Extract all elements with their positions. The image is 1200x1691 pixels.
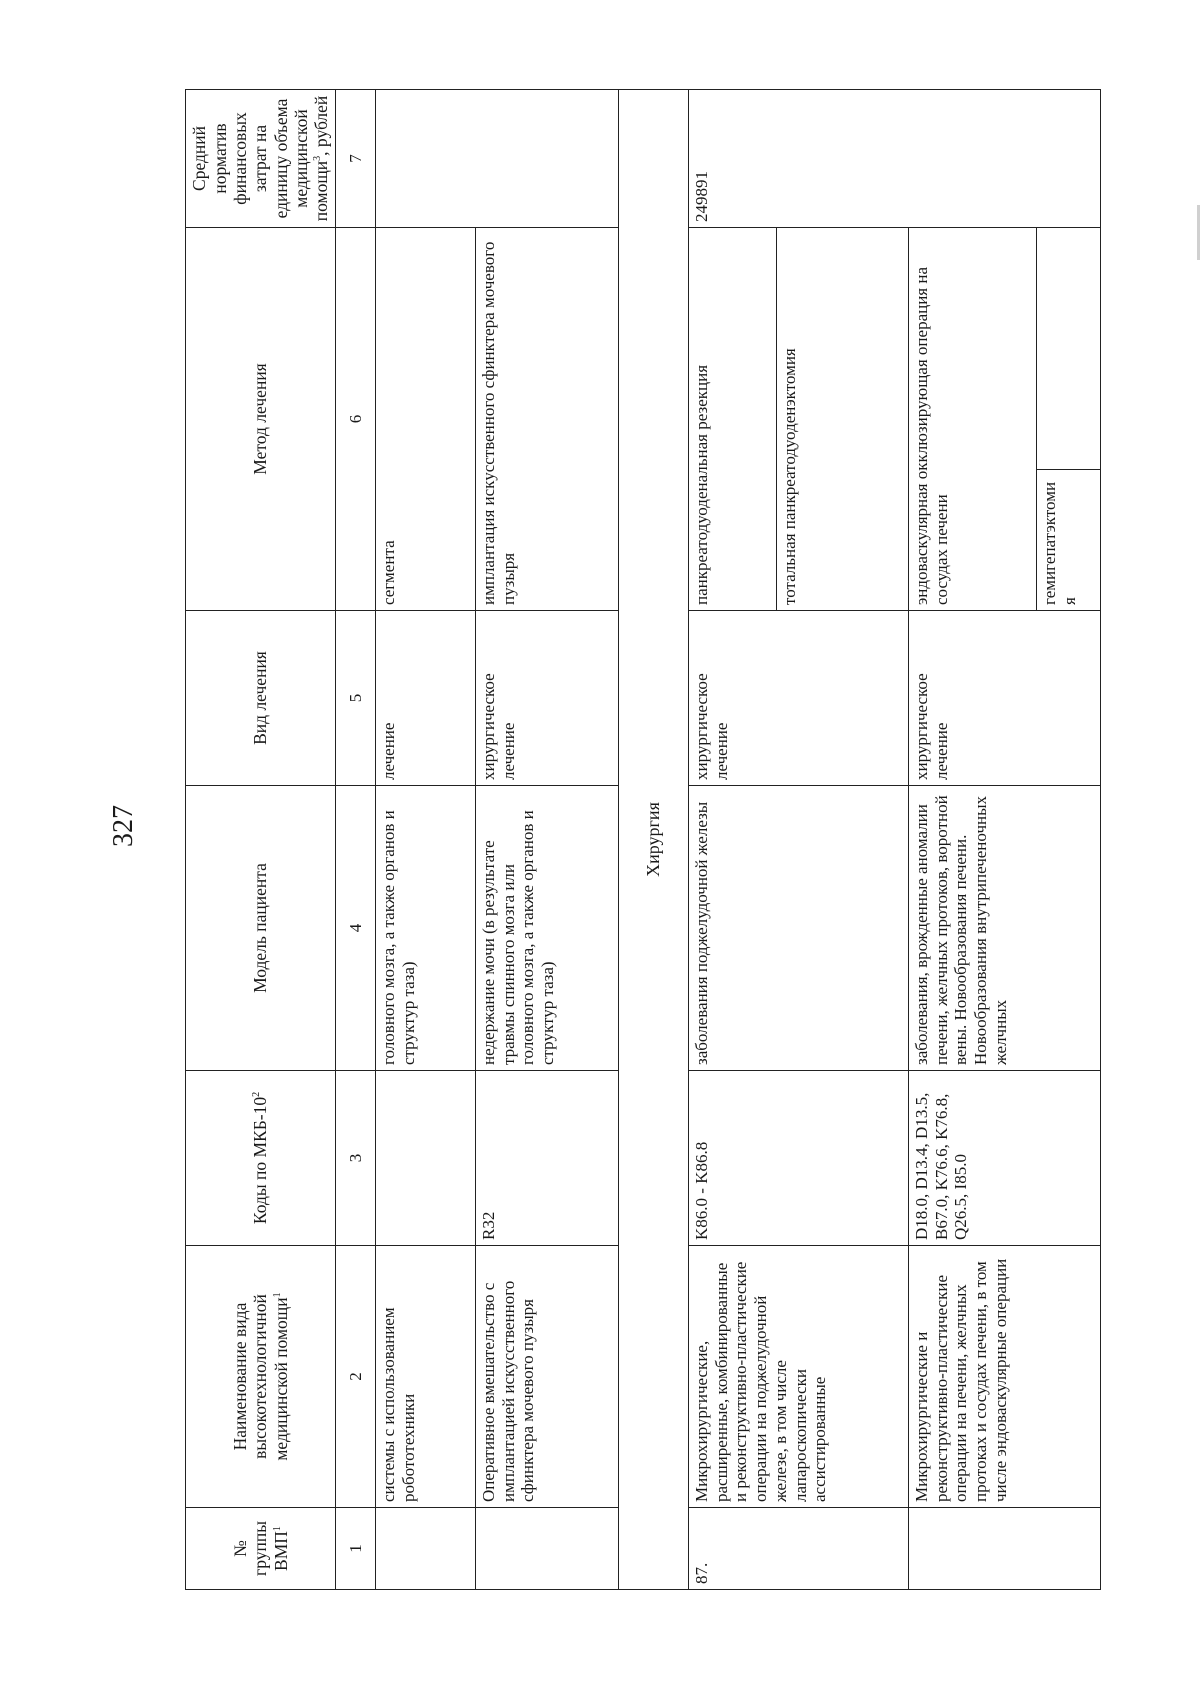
patient-model-cell: заболевания, врожденные аномалии печени, желчных протоков, воротной вены. Новообразования печени. Новообразования внутрипеченочных желчных xyxy=(909,786,1101,1071)
header-cost: Средний норматив финансовых затрат на единицу объема медицинской помощи$^3$, рублей xyxy=(186,89,336,227)
section-title: Хирургия xyxy=(619,89,689,1589)
icd-code-cell: D18.0, D13.4, D13.5, B67.0, K76.6, K76.8, Q26.5, I85.0 xyxy=(909,1071,1101,1246)
header-treatment-type: Вид лечения xyxy=(186,611,336,786)
rotated-document xyxy=(185,90,1100,1590)
column-number: 6 xyxy=(336,227,376,610)
treatment-method-cell: сегмента xyxy=(376,227,476,610)
column-number: 5 xyxy=(336,611,376,786)
treatment-type-cell: лечение xyxy=(376,611,476,786)
group-number-cell xyxy=(909,1508,1101,1590)
treatment-type-cell: хирургическое лечение xyxy=(909,611,1101,786)
column-number: 2 xyxy=(336,1246,376,1508)
icd-code-cell xyxy=(376,1071,476,1246)
icd-code-cell: R32 xyxy=(476,1071,619,1246)
treatment-type-cell: хирургическое лечение xyxy=(689,611,909,786)
column-number-row xyxy=(336,89,376,1589)
treatment-type-cell: хирургическое лечение xyxy=(476,611,619,786)
table-row xyxy=(476,89,619,1589)
treatment-method-cell: тотальная панкреатодуоденэктомия xyxy=(777,227,909,610)
page-number: 327 xyxy=(108,805,139,847)
treatment-method-cell: гемигепатэктомия xyxy=(1037,470,1101,611)
header-icd-codes: Коды по МКБ-$10^2$ xyxy=(186,1071,336,1246)
patient-model-cell: недержание мочи (в результате травмы спинного мозга или головного мозга, а также органов и структур таза) xyxy=(476,786,619,1071)
cost-cell: 249891 xyxy=(689,89,1101,227)
group-number-cell xyxy=(376,1508,476,1590)
icd-code-cell: K86.0 - K86.8 xyxy=(689,1071,909,1246)
treatment-method-cell: эндоваскулярная окклюзирующая операция на сосудах печени xyxy=(909,227,1037,610)
group-number-cell: 87. xyxy=(689,1508,909,1590)
vmp-name-cell: системы с использованием робототехники xyxy=(376,1246,476,1508)
header-patient-model: Модель пациента xyxy=(186,786,336,1071)
table-row xyxy=(909,89,1037,1589)
treatment-method-empty xyxy=(1037,227,1101,469)
patient-model-cell: заболевания поджелудочной железы xyxy=(689,786,909,1071)
table-row xyxy=(689,89,777,1589)
treatment-method-cell: панкреатодуоденальная резекция xyxy=(689,227,777,610)
column-number: 7 xyxy=(336,89,376,227)
column-number: 1 xyxy=(336,1508,376,1590)
header-row xyxy=(186,89,336,1589)
header-treatment-method: Метод лечения xyxy=(186,227,336,610)
vmp-name-cell: Оперативное вмешательство с имплантацией искусственного сфинктера мочевого пузыря xyxy=(476,1246,619,1508)
vmp-name-cell: Микрохирургические, расширенные, комбинированные и реконструктивно-пластические операции на поджелудочной железе, в том числе лапароскопически ассистированные xyxy=(689,1246,909,1508)
treatment-method-cell: имплантация искусственного сфинктера мочевого пузыря xyxy=(476,227,619,610)
header-group-number: № группы ВМП$^1$ xyxy=(186,1508,336,1590)
column-number: 4 xyxy=(336,786,376,1071)
group-number-cell xyxy=(476,1508,619,1590)
section-row xyxy=(619,89,689,1589)
vmp-table xyxy=(185,89,1101,1590)
column-number: 3 xyxy=(336,1071,376,1246)
table-row xyxy=(376,89,476,1589)
vmp-name-cell: Микрохирургические и реконструктивно-пластические операции на печени, желчных протоках и сосудах печени, в том числе эндоваскулярные операции xyxy=(909,1246,1101,1508)
header-vmp-name: Наименование вида высокотехнологичной медицинской помощи$^1$ xyxy=(186,1246,336,1508)
cost-cell xyxy=(376,89,619,227)
patient-model-cell: головного мозга, а также органов и структур таза) xyxy=(376,786,476,1071)
